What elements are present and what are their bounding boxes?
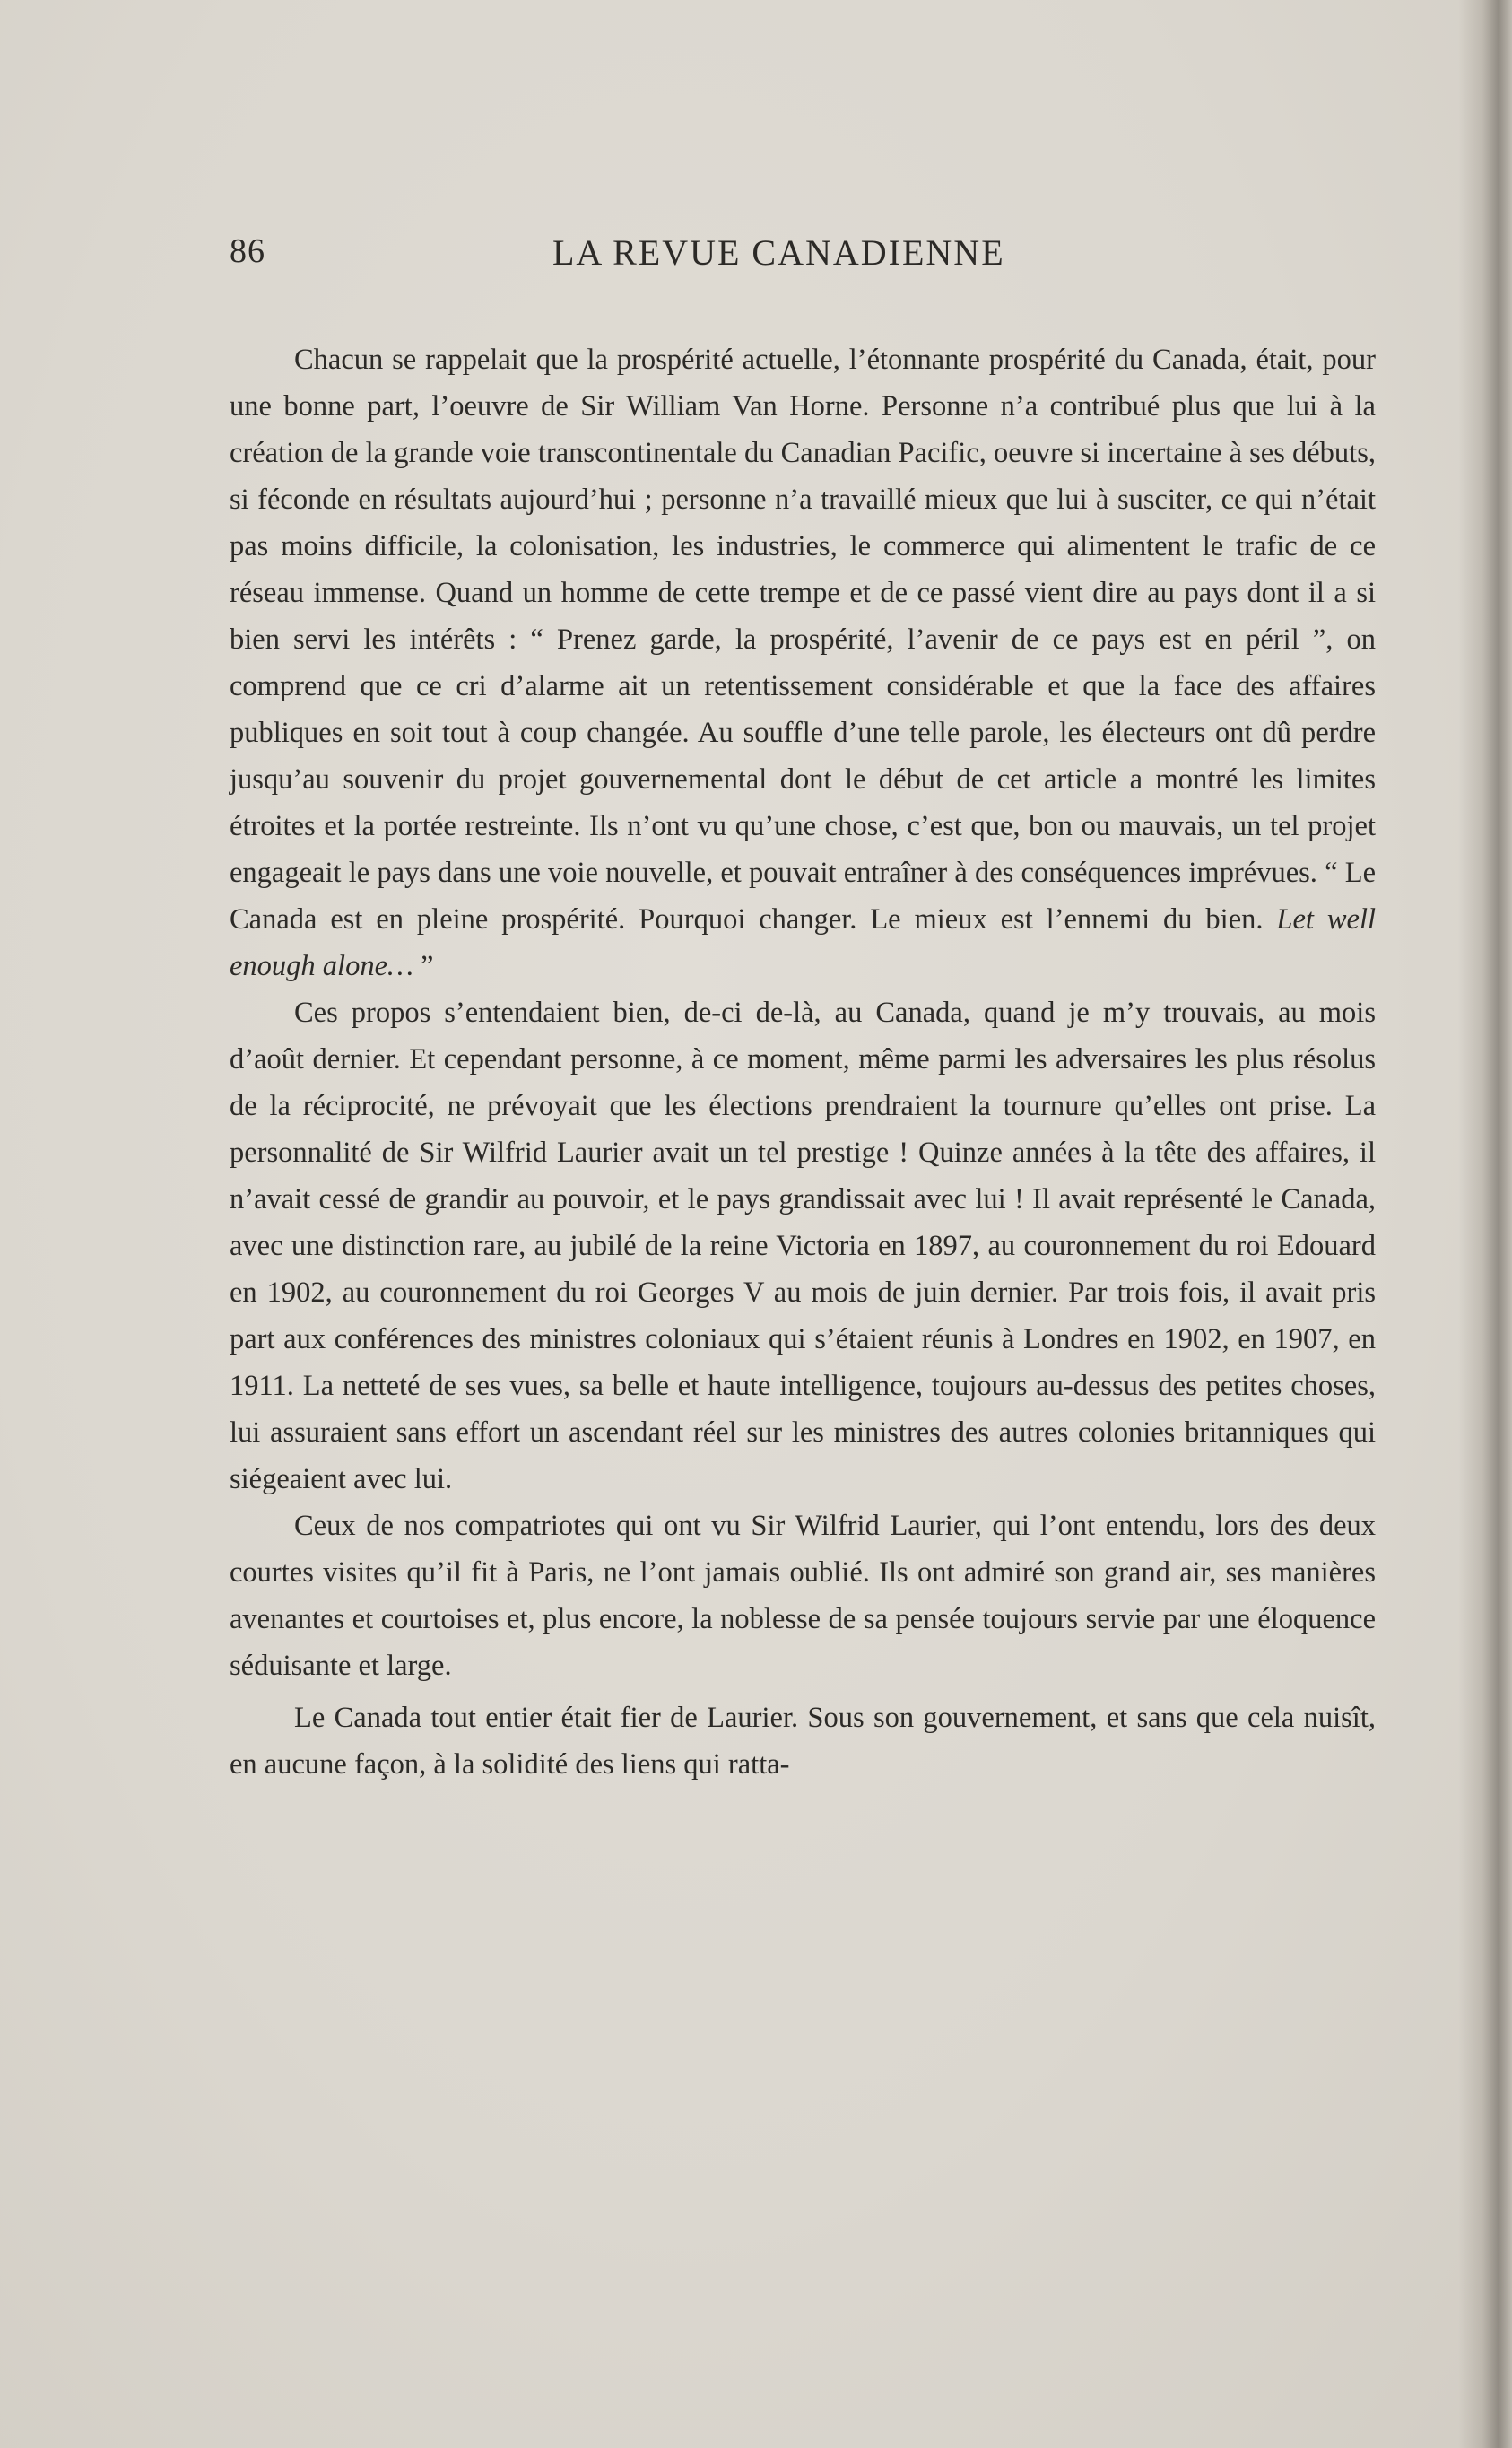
page-number: 86 [230, 232, 265, 270]
body-text [230, 336, 1376, 1788]
binding-gutter-shadow [1458, 0, 1512, 2448]
paragraph-italic-quote: Let well enough alone… [230, 903, 1377, 982]
paragraph [230, 336, 1376, 989]
running-title: LA REVUE CANADIENNE [552, 232, 1005, 273]
paragraph-closing-quote: ” [413, 950, 434, 982]
paragraph-text: Chacun se rappelait que la prospérité actuelle, l’étonnante prospérité du Canada, était, pour une bonne part, l’oeuvre de Sir William Van Horne. Personne n’a contribué plus que lui à la création de la grande voie transcontinentale du Canadian Pacific, oeuvre si incertaine à ses débuts, si féconde en résultats aujourd’hui ; personne n’a travaillé mieux que lui à susciter, ce qui n’était pas moins difficile, la colonisation, les industries, le commerce qui alimentent le trafic de ce réseau immense. Quand un homme de cette trempe et de ce passé vient dire au pays dont il a si bien servi les intérêts : “ Prenez garde, la prospérité, l’avenir de ce pays est en péril ”, on comprend que ce cri d’alarme ait un retentissement considérable et que la face des affaires publiques en soit tout à coup changée. Au souffle d’une telle parole, les électeurs ont dû perdre jusqu’au souvenir du projet gouvernemental dont le début de cet article a montré les limites étroites et la portée restreinte. Ils n’ont vu qu’une chose, c’est que, bon ou mauvais, un tel projet engageait le pays dans une voie nouvelle, et pouvait entraîner à des conséquences imprévues. “ Le Canada est en pleine prospérité. Pourquoi changer. Le mieux est l’ennemi du bien. [230, 344, 1376, 936]
paragraph-text: Ceux de nos compatriotes qui ont vu Sir Wilfrid Laurier, qui l’ont entendu, lors des deux courtes visites qu’il fit à Paris, ne l’ont jamais oublié. Ils ont admiré son grand air, ses manières avenantes et courtoises et, plus encore, la noblesse de sa pensée toujours servie par une éloquence séduisante et large. [230, 1510, 1376, 1682]
paragraph-text: Ces propos s’entendaient bien, de-ci de-là, au Canada, quand je m’y trouvais, au mois d’août dernier. Et cependant personne, à ce moment, même parmi les adversaires les plus résolus de la réciprocité, ne prévoyait que les élections prendraient la tournure qu’elles ont prise. La personnalité de Sir Wilfrid Laurier avait un tel prestige ! Quinze années à la tête des affaires, il n’avait cessé de grandir au pouvoir, et le pays grandissait avec lui ! Il avait représenté le Canada, avec une distinction rare, au jubilé de la reine Victoria en 1897, au couronnement du roi Edouard en 1902, au couronnement du roi Georges V au mois de juin dernier. Par trois fois, il avait pris part aux conférences des ministres coloniaux qui s’étaient réunis à Londres en 1902, en 1907, en 1911. La netteté de ses vues, sa belle et haute intelligence, toujours au-dessus des petites choses, lui assuraient sans effort un ascendant réel sur les ministres des autres colonies britanniques qui siégeaient avec lui. [230, 997, 1376, 1495]
paragraph-text: Le Canada tout entier était fier de Laurier. Sous son gouvernement, et sans que cela nuisît, en aucune façon, à la solidité des liens qui ratta- [230, 1702, 1376, 1781]
paragraph [230, 989, 1376, 1503]
paragraph [230, 1503, 1376, 1689]
paragraph [230, 1694, 1376, 1788]
page-header [230, 231, 1377, 282]
